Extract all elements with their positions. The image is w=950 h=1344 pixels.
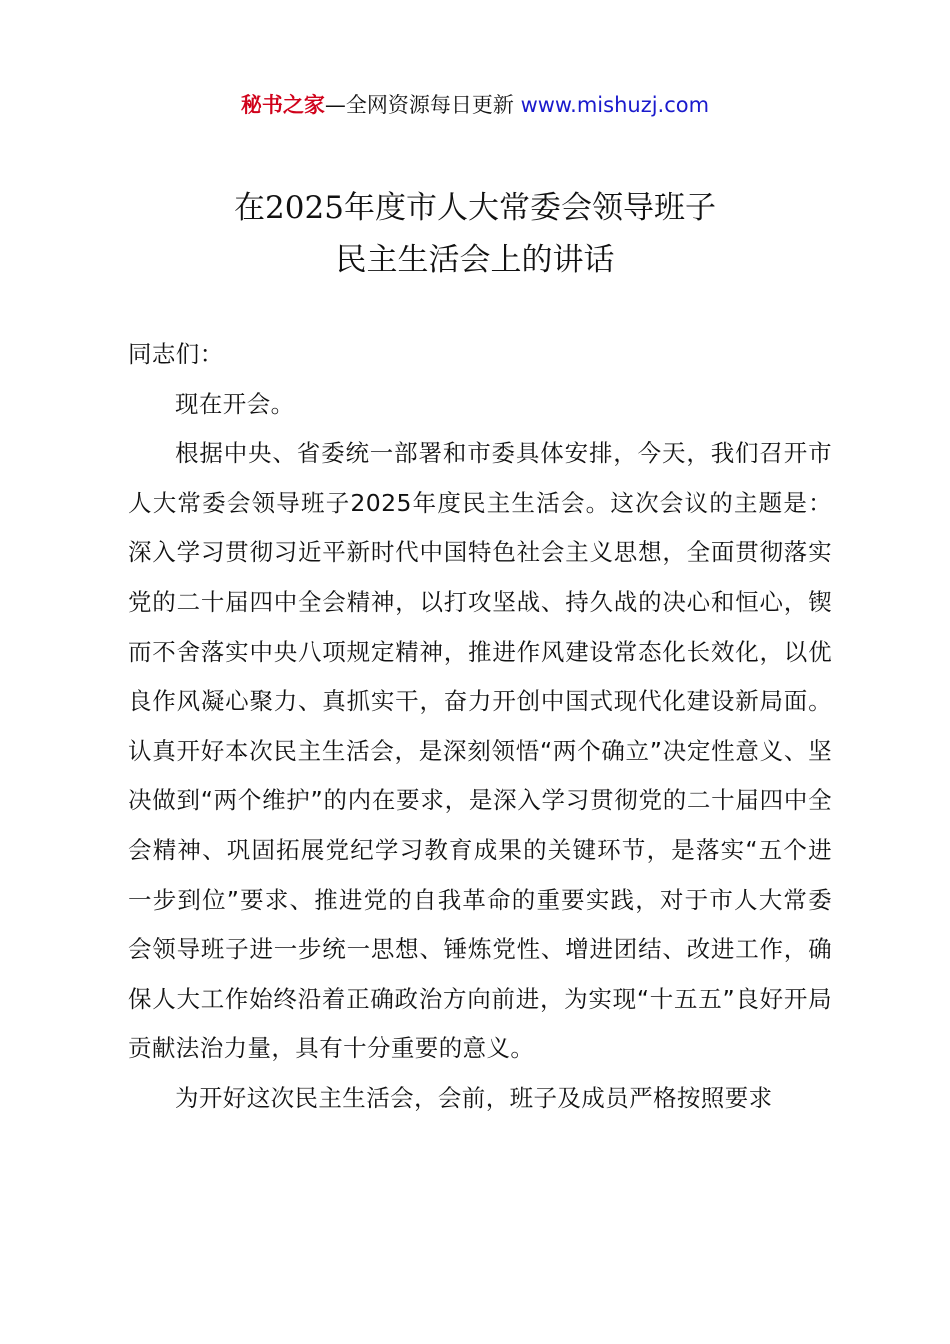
document-title [0,182,950,286]
document-body [128,330,832,1124]
title-line-1: 在2025年度市人大常委会领导班子 [234,190,716,226]
site-header [0,88,950,122]
site-tagline: —全网资源每日更新 [324,93,514,117]
paragraph-opening: 现在开会。 [175,389,295,418]
title-line-2: 民主生活会上的讲话 [335,242,615,278]
paragraph-theme: 根据中央、省委统一部署和市委具体安排，今天，我们召开市人大常委会领导班子2025年度民主生活会。这次会议的主题是：深入学习贯彻习近平新时代中国特色社会主义思想，全面贯彻落实党的二十届四中全会精神，以打攻坚战、持久战的决心和恒心，锲而不舍落实中央八项规定精神，推进作风建设常态化长效化，以优良作风凝心聚力、真抓实干，奋力开创中国式现代化建设新局面。认真开好本次民主生活会，是深刻领悟“两个确立”决定性意义、坚决做到“两个维护”的内在要求，是深入学习贯彻党的二十届四中全会精神、巩固拓展党纪学习教育成果的关键环节，是落实“五个进一步到位”要求、推进党的自我革命的重要实践，对于市人大常委会领导班子进一步统一思想、锤炼党性、增进团结、改进工作，确保人大工作始终沿着正确政治方向前进，为实现“十五五”良好开局贡献法治力量，具有十分重要的意义。 [128,439,832,1063]
salutation: 同志们： [128,340,224,368]
site-url-link[interactable]: www.mishuzj.com [520,93,710,117]
site-brand: 秘书之家 [240,93,325,117]
paragraph-preparation: 为开好这次民主生活会，会前，班子及成员严格按照要求 [175,1083,773,1112]
